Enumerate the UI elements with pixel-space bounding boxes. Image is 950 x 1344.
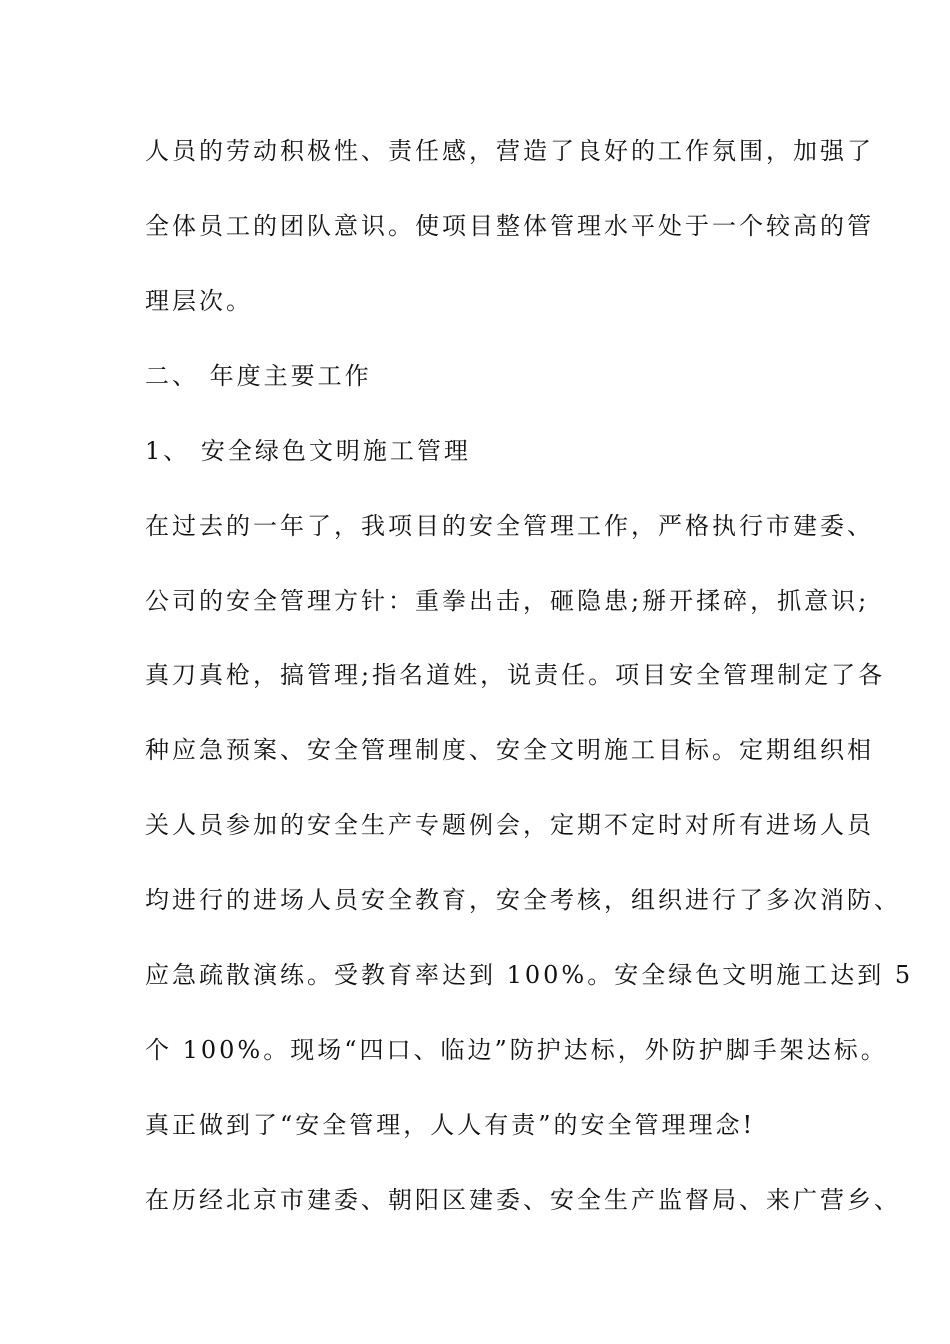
section-heading: 二、 年度主要工作 — [145, 362, 372, 390]
paragraph-line: 理层次。 — [145, 287, 253, 315]
paragraph-line: 真正做到了“安全管理，人人有责”的安全管理理念! — [145, 1111, 756, 1139]
paragraph-line: 公司的安全管理方针：重拳出击，砸隐患;掰开揉碎，抓意识; — [145, 587, 870, 615]
paragraph-line: 全体员工的团队意识。使项目整体管理水平处于一个较高的管 — [145, 212, 874, 240]
paragraph-line: 应急疏散演练。受教育率达到 100%。安全绿色文明施工达到 5 — [145, 961, 914, 989]
subsection-heading: 1、 安全绿色文明施工管理 — [145, 437, 471, 465]
paragraph-line: 关人员参加的安全生产专题例会，定期不定时对所有进场人员 — [145, 811, 874, 839]
paragraph-line: 在历经北京市建委、朝阳区建委、安全生产监督局、来广营乡、 — [145, 1186, 901, 1214]
paragraph-line: 均进行的进场人员安全教育，安全考核，组织进行了多次消防、 — [145, 886, 901, 914]
paragraph-line: 在过去的一年了，我项目的安全管理工作，严格执行市建委、 — [145, 512, 874, 540]
paragraph-line: 人员的劳动积极性、责任感，营造了良好的工作氛围，加强了 — [145, 137, 874, 165]
paragraph-line: 种应急预案、安全管理制度、安全文明施工目标。定期组织相 — [145, 736, 874, 764]
paragraph-line: 个 100%。现场“四口、临边”防护达标，外防护脚手架达标。 — [145, 1036, 888, 1064]
paragraph-line: 真刀真枪，搞管理;指名道姓，说责任。项目安全管理制定了各 — [145, 661, 886, 689]
